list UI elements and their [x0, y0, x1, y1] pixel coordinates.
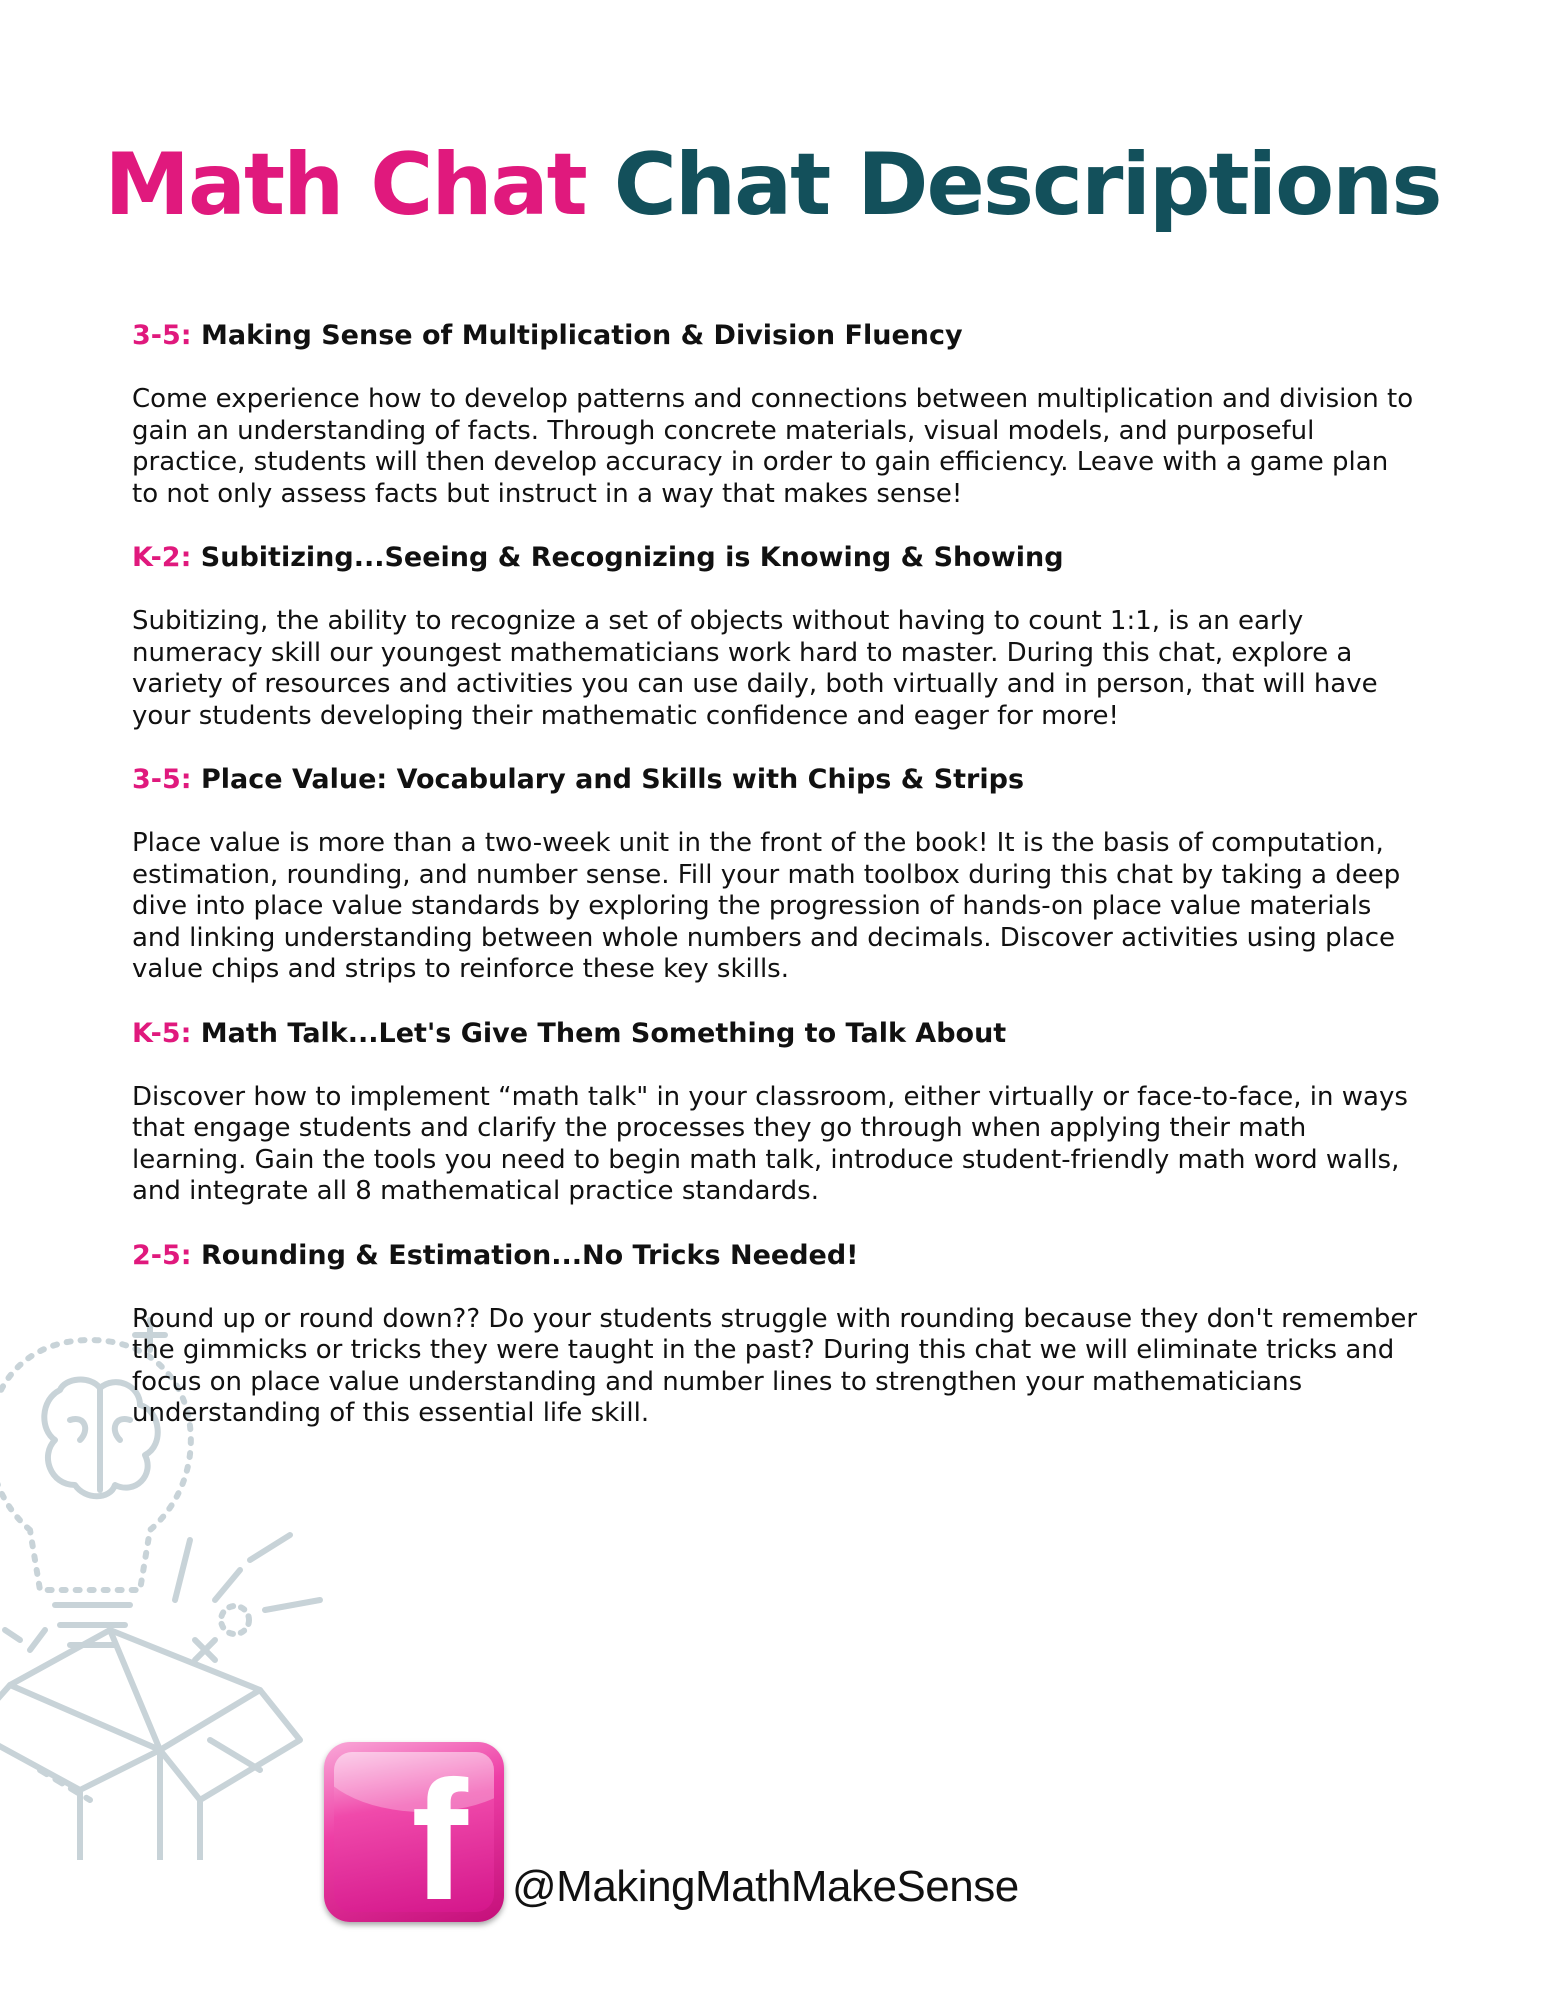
social-handle: @MakingMathMakeSense — [512, 1862, 1019, 1911]
section-description: Discover how to implement “math talk" in your classroom, either virtually or face-to-face, in ways that engage students and clarify the processes they go through when applying their math learning. Gain the tools you need to begin math talk, introduce student-friendly math word walls, and integrate all 8 mathematical practice standards. — [132, 1081, 1408, 1206]
section-title: Place Value: Vocabulary and Skills with Chips & Strips — [200, 764, 1025, 795]
facebook-icon[interactable] — [324, 1742, 504, 1922]
section-title: Making Sense of Multiplication & Division Fluency — [200, 320, 963, 351]
section-heading — [132, 540, 1422, 576]
grade-label: K-2: — [132, 542, 192, 573]
section-title: Subitizing...Seeing & Recognizing is Knowing & Showing — [200, 542, 1064, 573]
facebook-f-glyph: f — [411, 1752, 468, 1912]
chat-section — [132, 540, 1422, 732]
section-heading — [132, 318, 1422, 354]
chat-section — [132, 318, 1422, 510]
chat-section — [132, 1016, 1422, 1208]
section-heading — [132, 1016, 1422, 1052]
facebook-icon-face — [334, 1752, 494, 1912]
section-description: Subitizing, the ability to recognize a set of objects without having to count 1:1, is an early numeracy skill our youngest mathematicians work hard to master. During this chat, explore a variety of resources and activities you can use daily, both virtually and in person, that will have your students developing their mathematic confidence and eager for more! — [132, 606, 1378, 731]
section-heading — [132, 762, 1422, 798]
section-title: Rounding & Estimation...No Tricks Needed! — [200, 1239, 859, 1271]
chat-section — [132, 1238, 1422, 1430]
section-description: Come experience how to develop patterns and connections between multiplication and division to gain an understanding of facts. Through concrete materials, visual models, and purposeful practice, students will then develop accuracy in order to gain efficiency. Leave with a game plan to not only assess facts but instruct in a way that makes sense! — [132, 384, 1414, 509]
section-heading — [132, 1238, 1422, 1274]
title-main: Chat Descriptions — [613, 135, 1441, 235]
section-description: Round up or round down?? Do your students struggle with rounding because they don't remember the gimmicks or tricks they were taught in the past? During this chat we will eliminate tricks and focus on place value understanding and number lines to strengthen your mathematicians understanding of this essential life skill. — [132, 1303, 1418, 1428]
chat-descriptions — [132, 318, 1422, 1460]
grade-label: 3-5: — [132, 764, 192, 795]
grade-label: 3-5: — [132, 320, 192, 351]
section-title: Math Talk...Let's Give Them Something to Talk About — [200, 1017, 1007, 1049]
section-description: Place value is more than a two-week unit in the front of the book! It is the basis of computation, estimation, rounding, and number sense. Fill your math toolbox during this chat by taking a deep dive into place value standards by exploring the progression of hands-on place value materials and linking understanding between whole numbers and decimals. Discover activities using place value chips and strips to reinforce these key skills. — [132, 828, 1401, 984]
chat-section — [132, 762, 1422, 986]
page-title — [0, 135, 1545, 235]
title-highlight: Math Chat — [104, 135, 586, 235]
grade-label: 2-5: — [132, 1239, 192, 1271]
grade-label: K-5: — [132, 1017, 192, 1049]
